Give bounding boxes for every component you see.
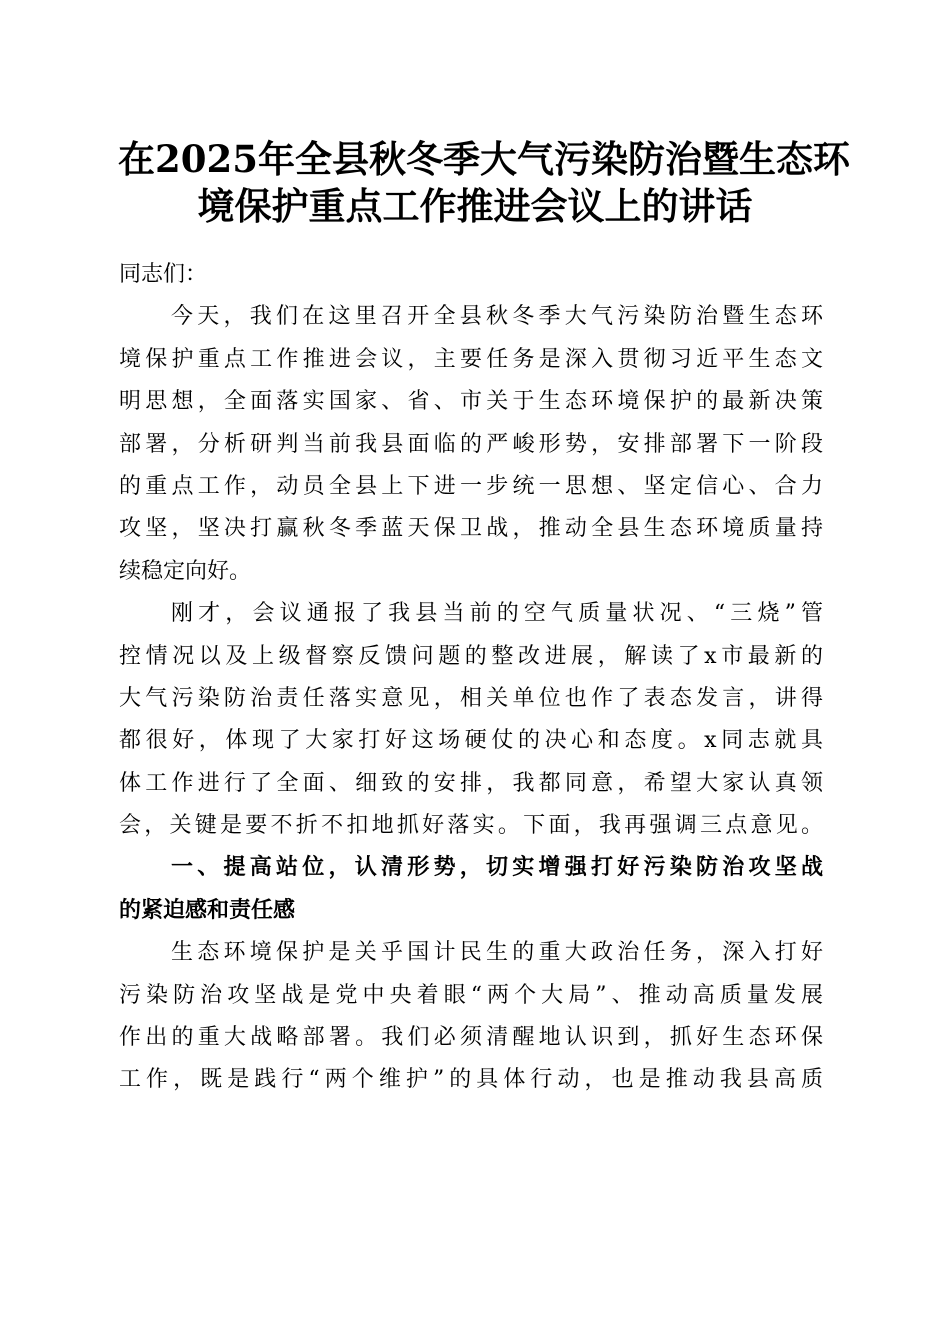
section-heading-1 [119,847,823,932]
salutation: 同志们： [119,262,208,287]
heading-line: 一、提高站位，认清形势，切实增强打好污染防治攻坚战 [171,855,823,881]
paragraph-line: 污染防治攻坚战是党中央着眼“两个大局”、推动高质量发展 [119,982,823,1008]
heading-line: 的紧迫感和责任感 [119,897,296,923]
paragraph-line: 工作，既是践行“两个维护”的具体行动，也是推动我县高质 [119,1067,823,1093]
paragraph-line: 生态环境保护是关乎国计民生的重大政治任务，深入打好 [171,940,823,966]
paragraph-2 [119,593,823,847]
title-line-1: 在2025年全县秋冬季大气污染防治暨生态环 [118,137,850,181]
paragraph-line: 明思想，全面落实国家、省、市关于生态环境保护的最新决策 [119,389,823,415]
paragraph-line: 今天，我们在这里召开全县秋冬季大气污染防治暨生态环 [171,304,823,330]
paragraph-line: 体工作进行了全面、细致的安排，我都同意，希望大家认真领 [119,770,823,796]
paragraph-line: 攻坚，坚决打赢秋冬季蓝天保卫战，推动全县生态环境质量持 [119,516,823,542]
paragraph-3 [119,932,823,1102]
document-title [118,136,850,230]
paragraph-line: 部署，分析研判当前我县面临的严峻形势，安排部署下一阶段 [119,431,823,457]
paragraph-line: 作出的重大战略部署。我们必须清醒地认识到，抓好生态环保 [119,1025,823,1051]
paragraph-line: 的重点工作，动员全县上下进一步统一思想、坚定信心、合力 [119,473,823,499]
paragraph-line: 大气污染防治责任落实意见，相关单位也作了表态发言，讲得 [119,685,823,711]
document-body [119,254,823,1102]
paragraph-line: 会，关键是要不折不扣地抓好落实。下面，我再强调三点意见。 [119,813,823,839]
paragraph-1 [119,296,823,593]
paragraph-line: 续稳定向好。 [119,558,252,584]
paragraph-line: 境保护重点工作推进会议，主要任务是深入贯彻习近平生态文 [119,346,823,372]
paragraph-line: 都很好，体现了大家打好这场硬仗的决心和态度。x同志就具 [119,728,823,754]
title-line-2: 境保护重点工作推进会议上的讲话 [197,184,753,228]
paragraph-line: 控情况以及上级督察反馈问题的整改进展，解读了x市最新的 [119,643,823,669]
paragraph-line: 刚才，会议通报了我县当前的空气质量状况、“三烧”管 [171,601,823,627]
